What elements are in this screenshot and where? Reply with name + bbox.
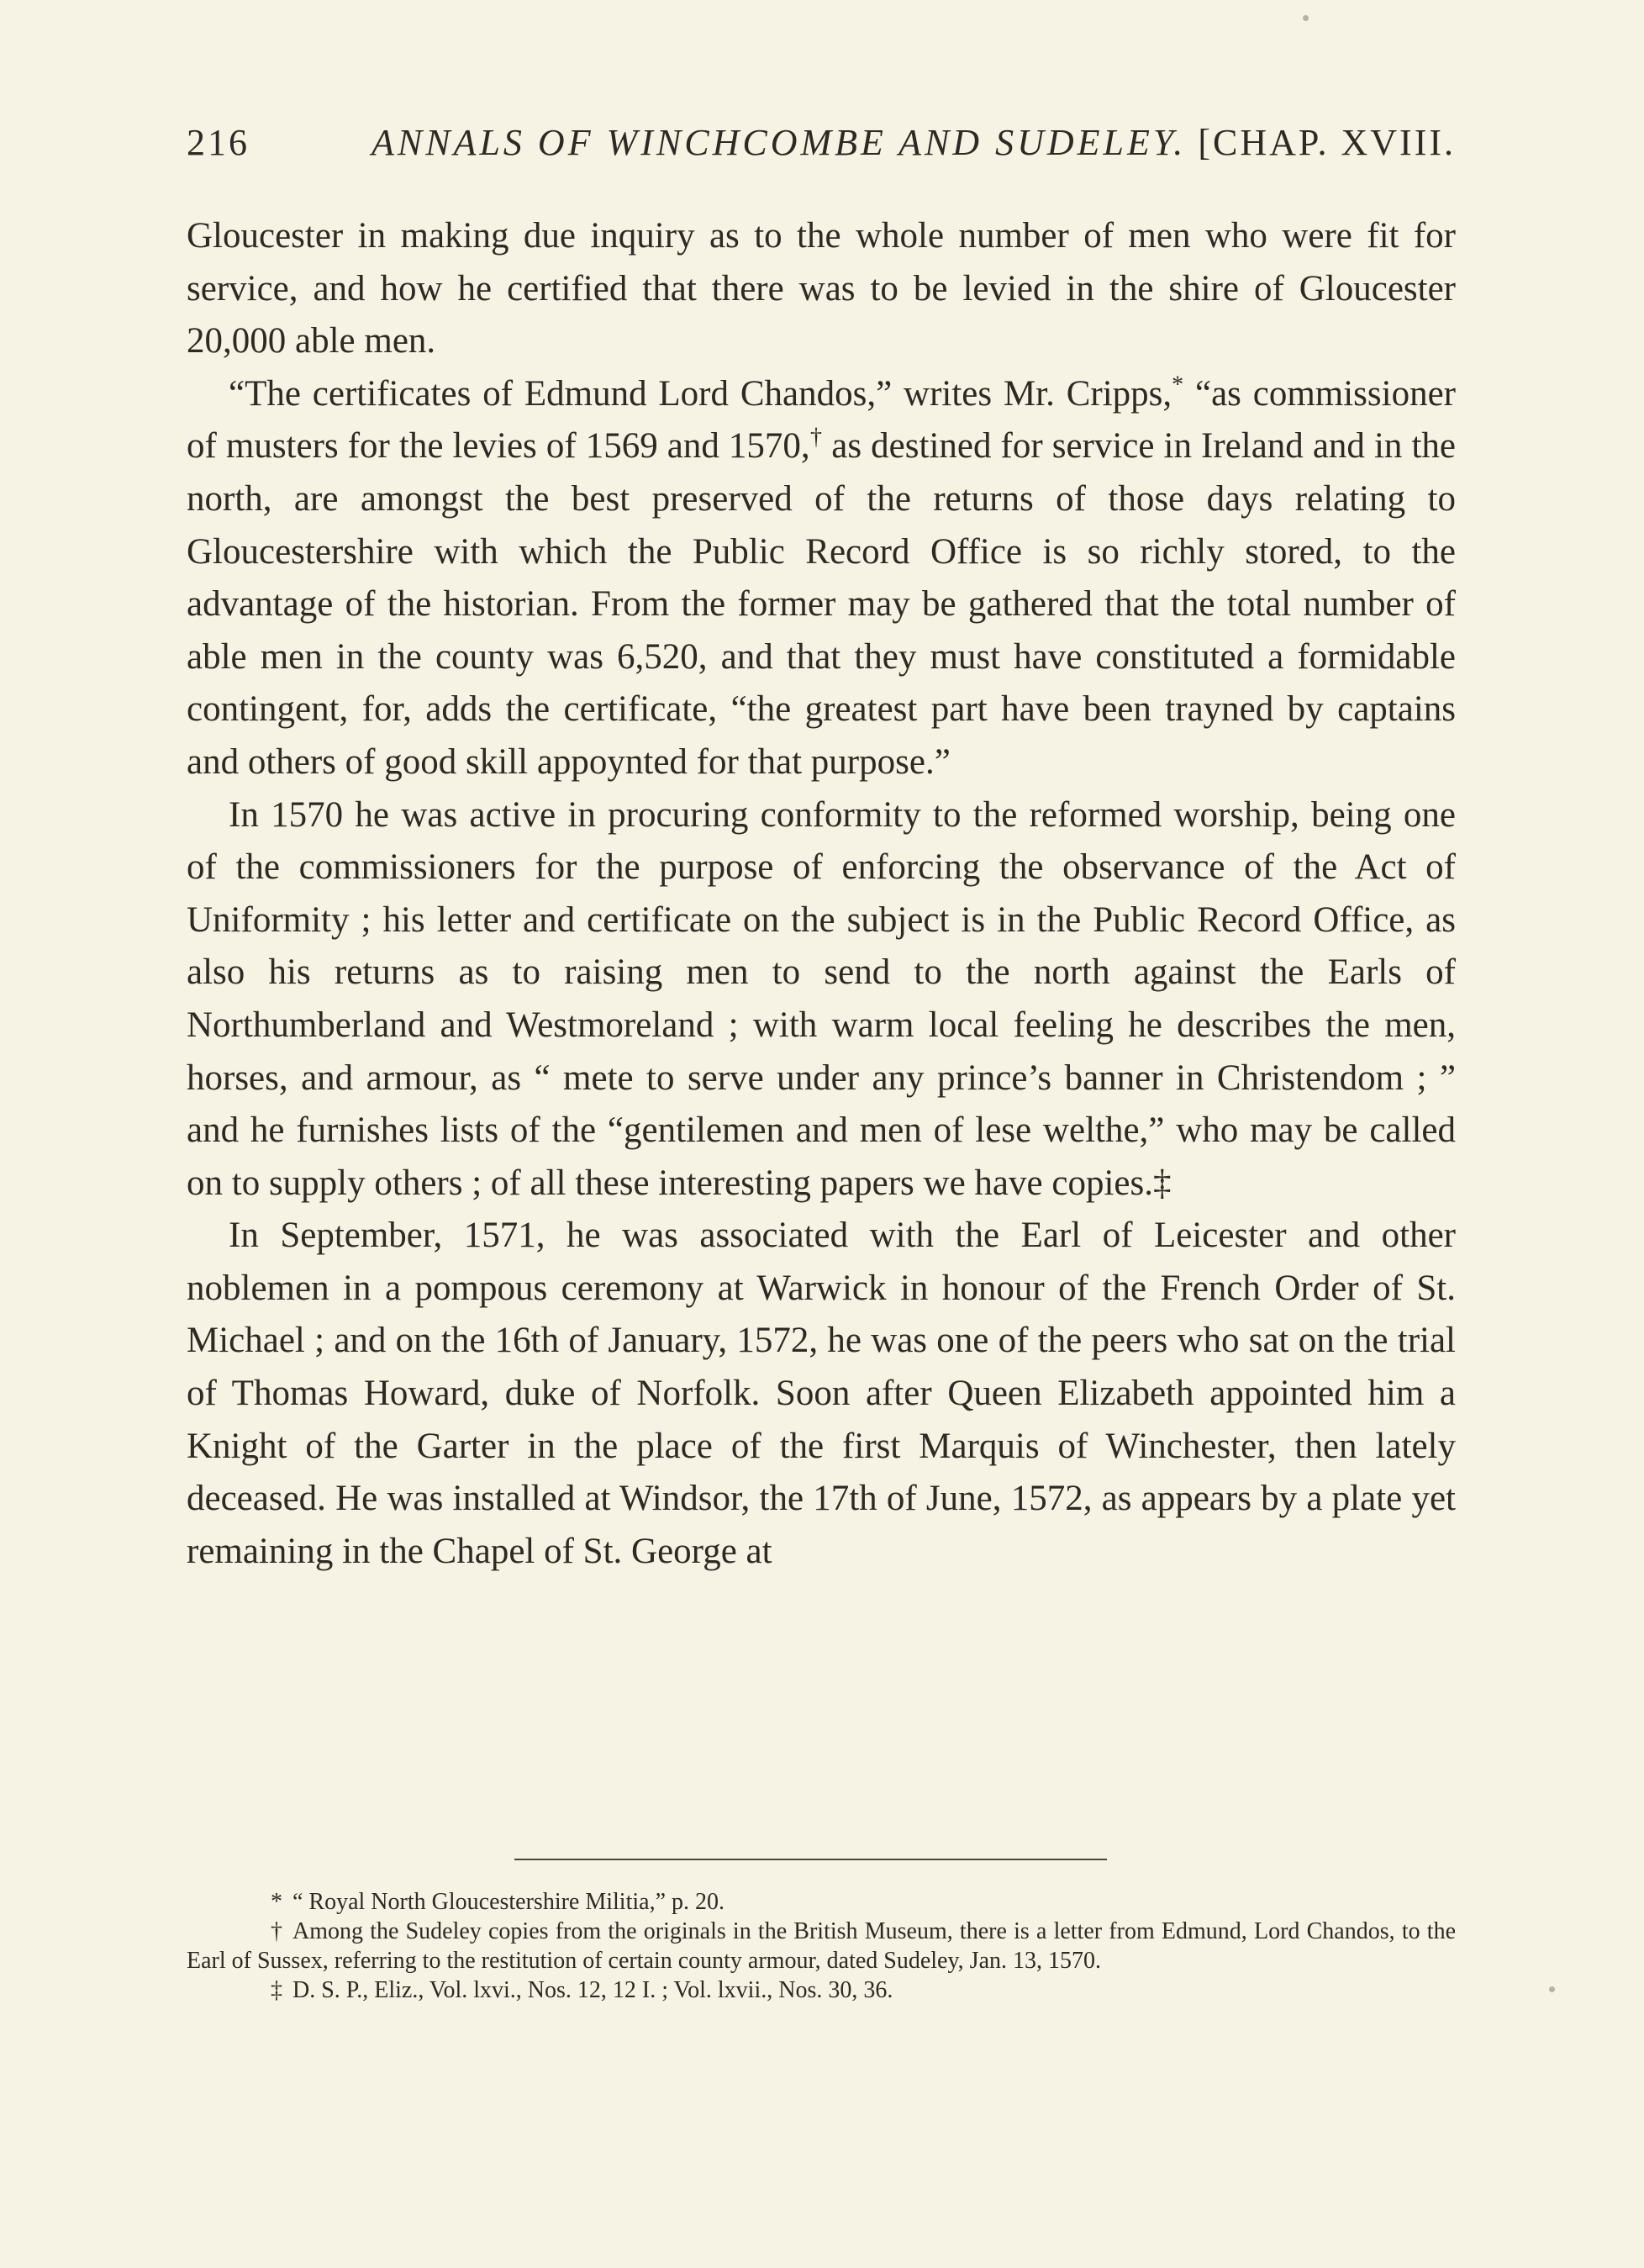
paragraph-certificates: [187, 368, 1456, 789]
footnote-text: Among the Sudeley copies from the originals in the British Museum, there is a letter from Edmund, Lord Chandos, to the Earl of Sussex, referring to the restitution of certain county armour, dated Sudeley, Jan. 13, 1570.: [187, 1918, 1456, 1974]
paper-speck: [1549, 1986, 1555, 1992]
chapter-reference: [CHAP. XVIII.: [1198, 122, 1456, 163]
footnote-reference-double-dagger: ‡: [1152, 1163, 1172, 1203]
paragraph-text: “The certificates of Edmund Lord Chandos,” writes Mr. Cripps,: [229, 373, 1172, 414]
paragraph-text: “as commissioner of musters for the levies of 1569 and 1570,: [187, 373, 1456, 467]
page-number: 216: [187, 122, 250, 163]
paragraph-uniformity: [187, 789, 1456, 1210]
footnote-mark: ‡: [271, 1977, 282, 2003]
footnote-mark: †: [271, 1918, 282, 1944]
body-text: [187, 210, 1456, 1578]
paragraph-continuation: Gloucester in making due inquiry as to the whole number of men who were fit for service, and how he certified that there was to be levied in the shire of Gloucester 20,000 able men.: [187, 216, 1456, 361]
running-head: [187, 118, 1456, 168]
footnote-reference-dagger: †: [809, 425, 823, 451]
paragraph-september: In September, 1571, he was associated with the Earl of Leicester and other noblemen in a pompous ceremony at Warwick in honour of the French Order of St. Michael ; and on the 16th of January, 1572, he was one of the peers who sat on the trial of Thomas Howard, duke of Norfolk. Soon after Queen Elizabeth appointed him a Knight of the Garter in the place of the first Marquis of Winchester, then lately deceased. He was installed at Windsor, the 17th of June, 1572, as appears by a plate yet remaining in the Chapel of St. George at: [187, 1216, 1456, 1571]
paper-speck: [1303, 15, 1309, 21]
footnote-mark: *: [271, 1889, 282, 1915]
footnote: [187, 1975, 1456, 2005]
footnotes: [187, 1887, 1456, 2005]
footnote: [187, 1887, 1456, 1917]
footnote-text: “ Royal North Gloucestershire Militia,” p. 20.: [292, 1889, 725, 1915]
paragraph-text: as destined for service in Ireland and in the north, are amongst the best preserved of the returns of those days relating to Gloucestershire with which the Public Record Office is so richly stored, to the advantage of the historian. From the former may be gathered that the total number of able men in the county was 6,520, and that they must have constituted a formidable contingent, for, adds the certificate, “the greatest part have been trayned by captains and others of good skill appoynted for that purpose.”: [187, 426, 1457, 782]
footnote-divider: [514, 1859, 1107, 1860]
footnote: [187, 1917, 1456, 1975]
footnote-text: D. S. P., Eliz., Vol. lxvi., Nos. 12, 12 I. ; Vol. lxvii., Nos. 30, 36.: [292, 1977, 893, 2003]
book-title: ANNALS OF WINCHCOMBE AND SUDELEY.: [371, 122, 1187, 163]
footnote-reference-star: *: [1172, 372, 1184, 398]
paragraph-text: In 1570 he was active in procuring conformity to the reformed worship, being one of the commissioners for the purpose of enforcing the observance of the Act of Uniformity ; his letter and certificate on the subject is in the Public Record Office, as also his returns as to raising men to send to the north against the Earls of Northumberland and Westmoreland ; with warm local feeling he describes the men, horses, and armour, as “ mete to serve under any prince’s banner in Christendom ; ” and he furnishes lists of the “gentilemen and men of lese welthe,” who may be called on to supply others ; of all these interesting papers we have copies.: [187, 794, 1456, 1203]
